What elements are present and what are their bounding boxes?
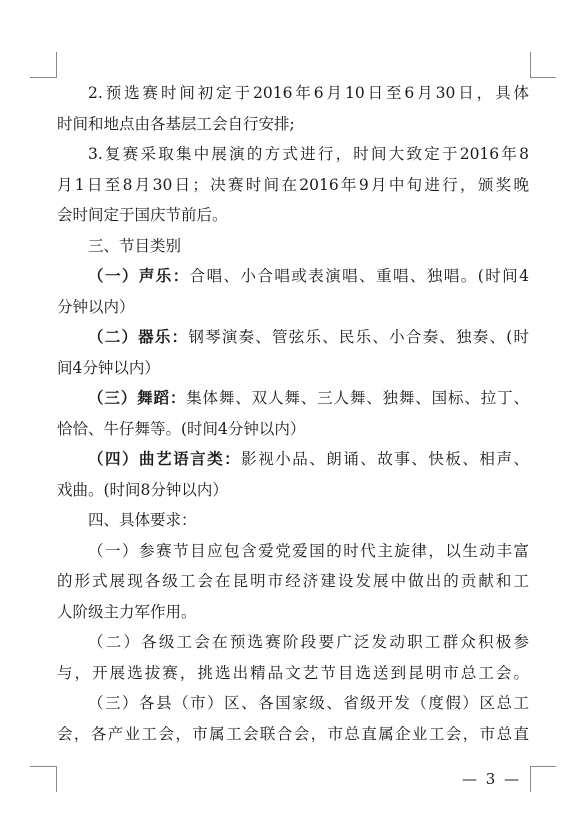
crop-mark-top-left-h (30, 77, 56, 78)
crop-mark-bottom-right-h (530, 766, 556, 767)
paragraph-line: （三）各县（市）区、各国家级、省级开发（度假）区总工 (88, 694, 529, 712)
document-body (57, 78, 529, 749)
paragraph-line: 间4分钟以内） (57, 358, 160, 377)
crop-mark-bottom-left-h (30, 766, 56, 767)
paragraph-line: 月1日至8月30日；决赛时间在2016年9月中旬进行，颁奖晚 (57, 175, 529, 194)
paragraph-line: （二）器乐：钢琴演奏、管弦乐、民乐、小合奏、独奏、(时 (88, 327, 529, 346)
paragraph-line: 戏曲。(时间8分钟以内） (57, 480, 228, 499)
item-label: （三）舞蹈： (88, 388, 187, 407)
paragraph-line: 的形式展现各级工会在昆明市经济建设发展中做出的贡献和工 (57, 572, 529, 590)
paragraph-line: （一）参赛节目应包含爱党爱国的时代主旋律，以生动丰富 (88, 541, 529, 560)
page-number: — 3 — (462, 770, 522, 788)
paragraph-line: 会时间定于国庆节前后。 (57, 206, 228, 224)
crop-mark-bottom-left-v (56, 766, 57, 792)
crop-mark-top-right-h (530, 77, 556, 78)
paragraph-line: （一）声乐：合唱、小合唱或表演唱、重唱、独唱。(时间4 (88, 266, 529, 285)
section-heading: 四、具体要求： (88, 511, 197, 529)
paragraph-line: （四）曲艺语言类：影视小品、朗诵、故事、快板、相声、 (88, 449, 529, 468)
paragraph-line: 会，各产业工会，市属工会联合会，市总直属企业工会，市总直 (57, 724, 529, 743)
paragraph-line: （三）舞蹈：集体舞、双人舞、三人舞、独舞、国标、拉丁、 (88, 388, 529, 407)
paragraph-line: 2.预选赛时间初定于2016年6月10日至6月30日，具体 (88, 84, 529, 102)
item-label: （四）曲艺语言类： (88, 449, 242, 468)
crop-mark-bottom-right-v (530, 766, 531, 792)
paragraph-line: 人阶级主力军作用。 (57, 602, 197, 621)
section-heading: 三、节目类别 (88, 236, 182, 255)
item-label: （一）声乐： (88, 266, 190, 285)
paragraph-line: 3.复赛采取集中展演的方式进行，时间大致定于2016年8 (88, 145, 529, 163)
paragraph-line: （二）各级工会在预选赛阶段要广泛发动职工群众积极参 (88, 633, 529, 651)
paragraph-line: 与，开展选拔赛，挑选出精品文艺节目选送到昆明市总工会。 (57, 663, 529, 682)
paragraph-line: 恰恰、牛仔舞等。(时间4分钟以内） (57, 419, 306, 438)
crop-mark-top-right-v (530, 52, 531, 78)
paragraph-line: 分钟以内） (57, 297, 135, 316)
paragraph-line: 时间和地点由各基层工会自行安排; (57, 114, 295, 133)
item-label: （二）器乐： (88, 327, 189, 346)
crop-mark-top-left-v (56, 52, 57, 78)
